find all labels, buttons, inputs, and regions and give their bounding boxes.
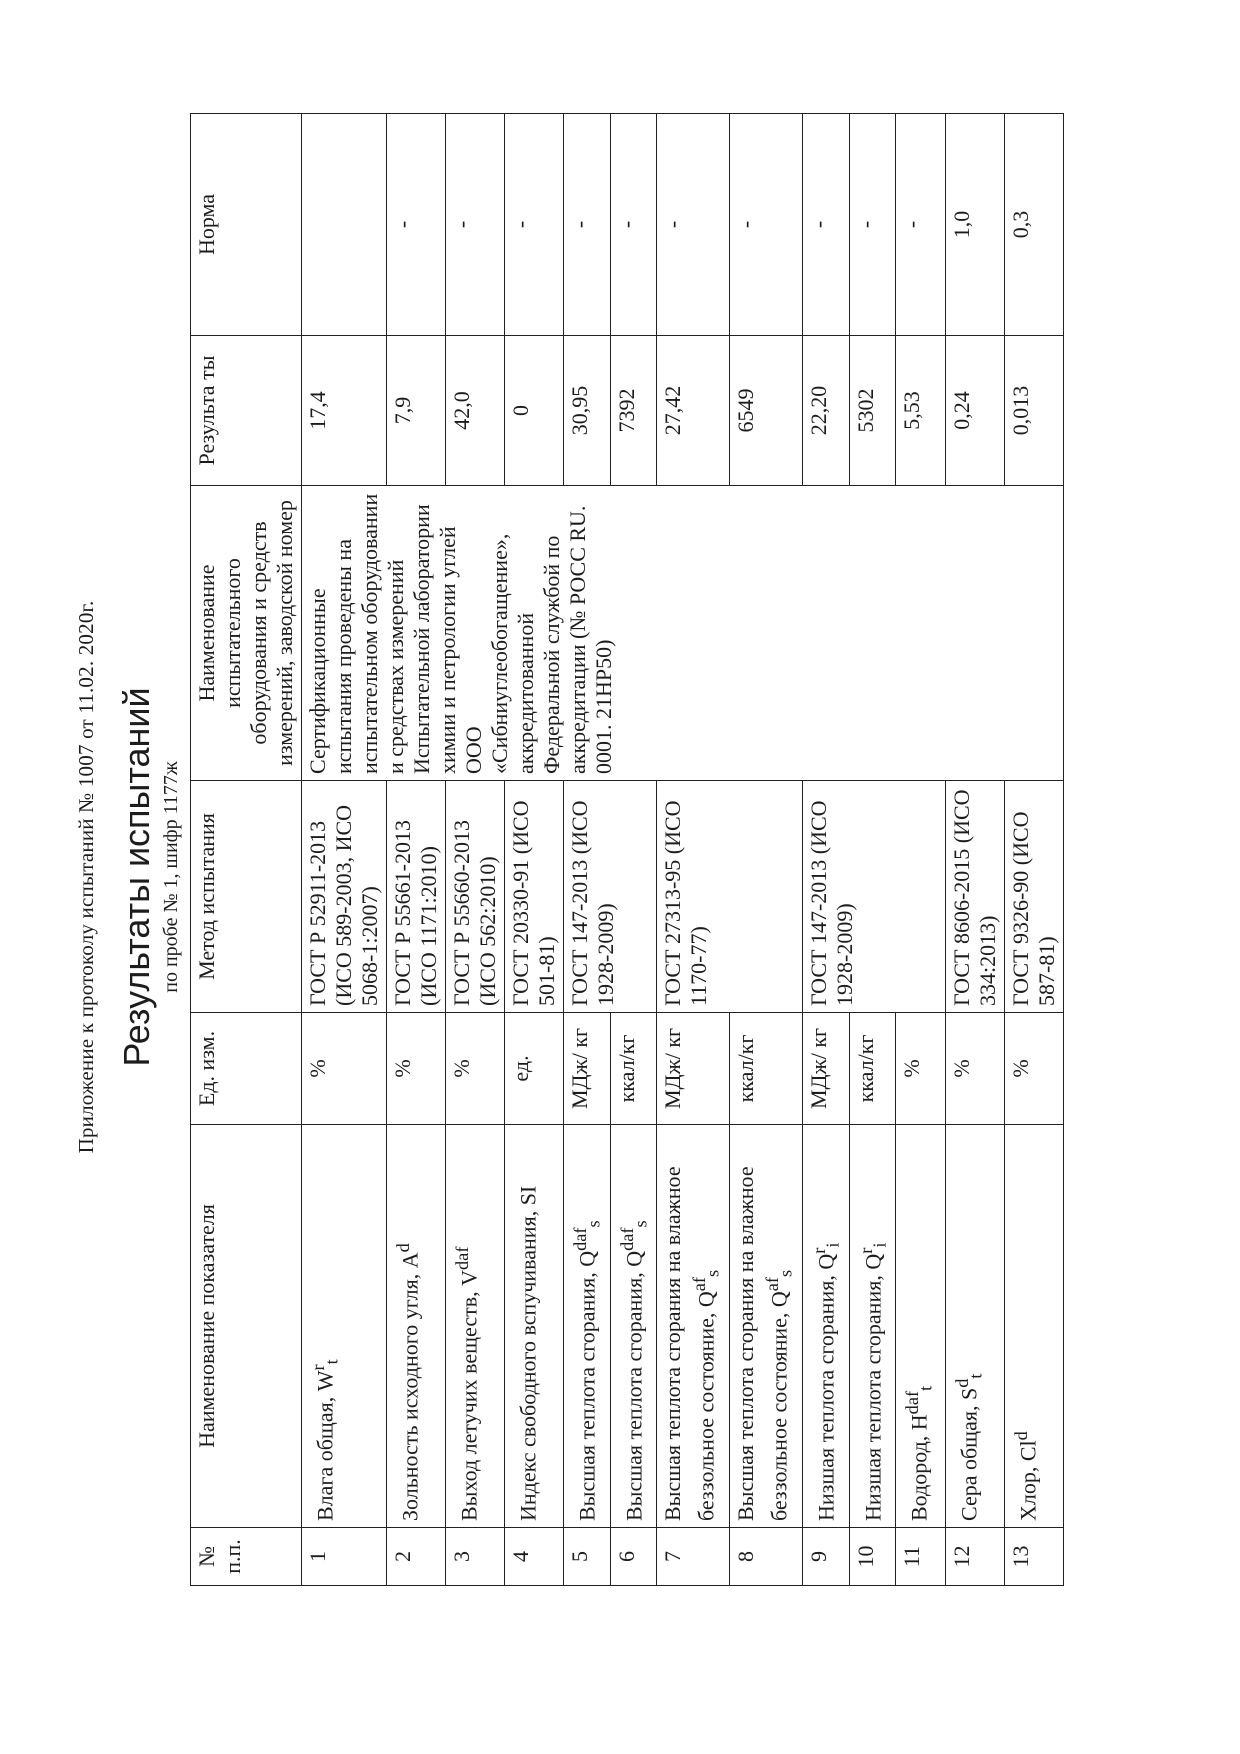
appendix-header: Приложение к протоколу испытаний № 1007 от 11.02. 2020г.	[74, 600, 98, 1154]
row-result: 22,20	[802, 336, 849, 486]
row-num: 9	[802, 1528, 849, 1586]
row-norm: -	[564, 114, 611, 336]
row-unit: ккал/кг	[730, 1013, 803, 1125]
table-row	[802, 114, 849, 1586]
table-row	[657, 114, 730, 1586]
row-num: 4	[505, 1528, 564, 1586]
row-method: ГОСТ 147-2013 (ИСО 1928-2009)	[564, 781, 657, 1013]
row-result: 7,9	[387, 336, 446, 486]
row-result: 5,53	[896, 336, 946, 486]
row-name: Выход летучих веществ, $V^{daf}$	[446, 1125, 505, 1528]
row-result: 0	[505, 336, 564, 486]
row-name: Высшая теплота сгорания на влажное беззольное состояние, $Q^{af}_s$	[657, 1125, 730, 1528]
row-method: ГОСТ 147-2013 (ИСО 1928-2009)	[802, 781, 945, 1013]
row-result: 0,24	[946, 336, 1005, 486]
row-result: 6549	[730, 336, 803, 486]
row-num: 10	[849, 1528, 896, 1586]
row-result: 5302	[849, 336, 896, 486]
row-num: 1	[302, 1528, 387, 1586]
row-norm: -	[446, 114, 505, 336]
row-name: Высшая теплота сгорания, $Q^{daf}_s$	[610, 1125, 657, 1528]
table-row	[564, 114, 611, 1586]
row-unit: МДж/ кг	[802, 1013, 849, 1125]
row-name: Зольность исходного угля, $A^d$	[387, 1125, 446, 1528]
row-method: ГОСТ Р 52911-2013 (ИСО 589-2003, ИСО 5068-1:2007)	[302, 781, 387, 1013]
row-result: 7392	[610, 336, 657, 486]
col-header-equipment: Наименование испытательного оборудования и средств измерений, заводской номер	[191, 486, 302, 781]
row-norm: 1,0	[946, 114, 1005, 336]
row-result: 30,95	[564, 336, 611, 486]
row-name: Водород, $H^{daf}_t$	[896, 1125, 946, 1528]
row-num: 6	[610, 1528, 657, 1586]
page-title: Результаты испытаний	[116, 687, 157, 1067]
col-header-num: № п.п.	[191, 1528, 302, 1586]
row-result: 17,4	[302, 336, 387, 486]
row-name: Хлор, Cl$^d$	[1005, 1125, 1064, 1528]
row-num: 2	[387, 1528, 446, 1586]
row-num: 12	[946, 1528, 1005, 1586]
certificate-note: Сертификационные испытания проведены на испытательном оборудовании и средствах измерений Испытательной лаборатории химии и петрологии углей ООО «Сибниуглеобогащение», аккредитованной Федеральной службой по аккредитации (№ РОСС RU. 0001. 21НР50)	[302, 486, 1064, 781]
row-method: ГОСТ 20330-91 (ИСО 501-81)	[505, 781, 564, 1013]
row-norm: -	[610, 114, 657, 336]
row-unit: ккал/кг	[610, 1013, 657, 1125]
row-unit: %	[302, 1013, 387, 1125]
row-norm: 0,3	[1005, 114, 1064, 336]
row-num: 13	[1005, 1528, 1064, 1586]
row-num: 5	[564, 1528, 611, 1586]
row-result: 0,013	[1005, 336, 1064, 486]
table-row	[946, 114, 1005, 1586]
row-unit: %	[387, 1013, 446, 1125]
row-num: 11	[896, 1528, 946, 1586]
table-row	[446, 114, 505, 1586]
row-unit: %	[946, 1013, 1005, 1125]
row-num: 7	[657, 1528, 730, 1586]
row-norm	[302, 114, 387, 336]
row-method: ГОСТ Р 55660-2013 (ИСО 562:2010)	[446, 781, 505, 1013]
col-header-norm: Норма	[191, 114, 302, 336]
row-method: ГОСТ Р 55661-2013 (ИСО 1171:2010)	[387, 781, 446, 1013]
row-norm: -	[505, 114, 564, 336]
row-name: Влага общая, $W^r_t$	[302, 1125, 387, 1528]
table-header-row	[191, 114, 302, 1586]
row-unit: МДж/ кг	[657, 1013, 730, 1125]
row-num: 8	[730, 1528, 803, 1586]
row-unit: ед.	[505, 1013, 564, 1125]
table-row	[302, 114, 387, 1586]
row-norm: -	[849, 114, 896, 336]
row-name: Сера общая, $S^d_t$	[946, 1125, 1005, 1528]
row-name: Высшая теплота сгорания, $Q^{daf}_s$	[564, 1125, 611, 1528]
row-unit: %	[446, 1013, 505, 1125]
row-num: 3	[446, 1528, 505, 1586]
row-norm: -	[657, 114, 730, 336]
table-row	[505, 114, 564, 1586]
row-name: Индекс свободного вспучивания, SI	[505, 1125, 564, 1528]
col-header-result: Результа ты	[191, 336, 302, 486]
row-result: 27,42	[657, 336, 730, 486]
row-norm: -	[802, 114, 849, 336]
row-unit: %	[1005, 1013, 1064, 1125]
row-method: ГОСТ 9326-90 (ИСО 587-81)	[1005, 781, 1064, 1013]
row-method: ГОСТ 27313-95 (ИСО 1170-77)	[657, 781, 802, 1013]
col-header-name: Наименование показателя	[191, 1125, 302, 1528]
row-unit: МДж/ кг	[564, 1013, 611, 1125]
page-subtitle: по пробе № 1, шифр 1177ж	[160, 761, 182, 993]
row-norm: -	[387, 114, 446, 336]
row-norm: -	[730, 114, 803, 336]
row-name: Низшая теплота сгорания, $Q^r_i$	[849, 1125, 896, 1528]
row-name: Низшая теплота сгорания, $Q^r_i$	[802, 1125, 849, 1528]
row-method: ГОСТ 8606-2015 (ИСО 334:2013)	[946, 781, 1005, 1013]
results-table	[190, 113, 1064, 1586]
row-unit: %	[896, 1013, 946, 1125]
col-header-unit: Ед. изм.	[191, 1013, 302, 1125]
col-header-method: Метод испытания	[191, 781, 302, 1013]
row-name: Высшая теплота сгорания на влажное беззольное состояние, $Q^{af}_s$	[730, 1125, 803, 1528]
table-row	[387, 114, 446, 1586]
row-unit: ккал/кг	[849, 1013, 896, 1125]
row-result: 42,0	[446, 336, 505, 486]
table-row	[1005, 114, 1064, 1586]
row-norm: -	[896, 114, 946, 336]
